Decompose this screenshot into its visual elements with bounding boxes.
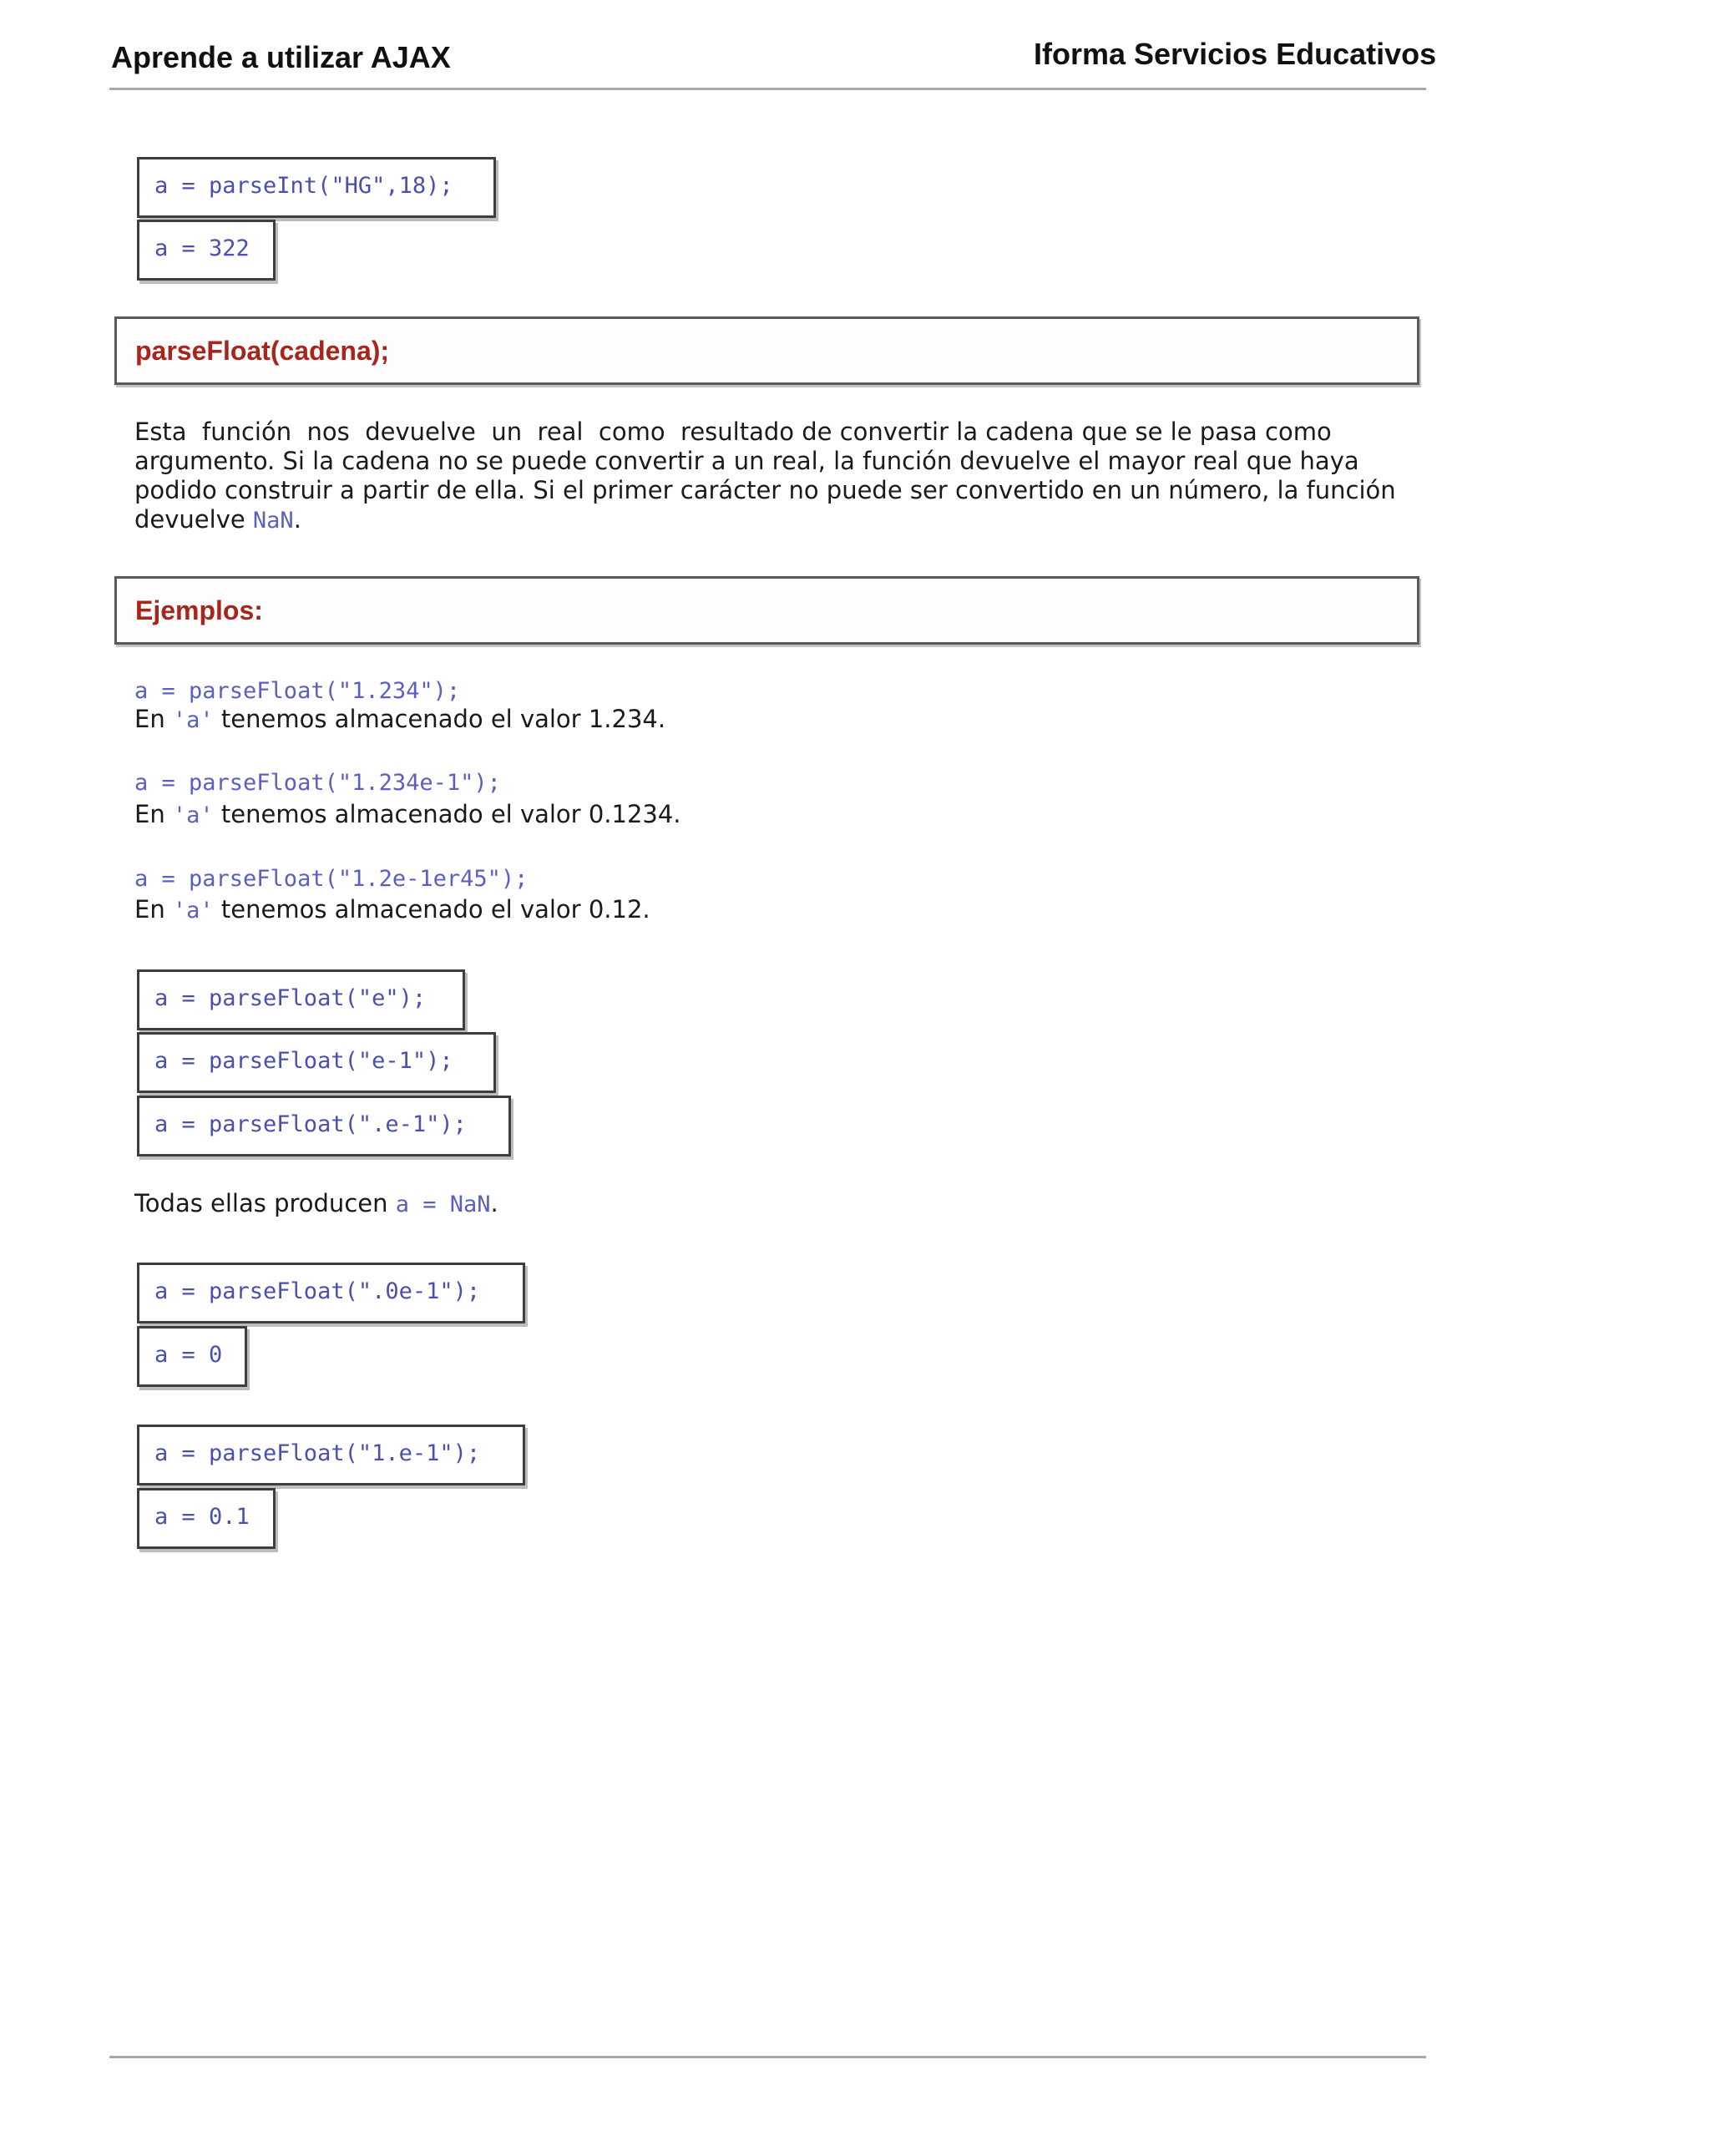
footer-divider: [109, 2056, 1426, 2058]
example-text-3: [134, 895, 650, 924]
example-text-prefix: En: [134, 895, 173, 924]
example-code-2: a = parseFloat("1.234e-1");: [134, 770, 501, 796]
header-divider: [109, 88, 1426, 90]
nan-summary-code: a = NaN: [395, 1192, 491, 1217]
example-text-prefix: En: [134, 800, 173, 828]
description-line: podido construir a partir de ella. Si el primer carácter no puede ser convertido en un número, la función: [134, 476, 1396, 504]
description-last-suffix: .: [293, 505, 301, 534]
example-var: 'a': [172, 707, 214, 733]
nan-code-box-1: a = parseFloat("e");: [137, 969, 465, 1030]
example-text-1: [134, 705, 665, 733]
nan-code: NaN: [252, 508, 294, 534]
result-box-parseint: a = 322: [137, 220, 276, 281]
description-last-prefix: devuelve: [134, 505, 253, 534]
result-box-pair1: a = 0: [137, 1326, 247, 1387]
example-text-suffix: tenemos almacenado el valor 0.12.: [213, 895, 650, 924]
nan-summary-suffix: .: [490, 1189, 498, 1217]
section-heading-examples: Ejemplos:: [114, 576, 1419, 645]
example-code-3: a = parseFloat("1.2e-1er45");: [134, 866, 529, 892]
description-line: argumento. Si la cadena no se puede convertir a un real, la función devuelve el mayor real que haya: [134, 447, 1359, 475]
nan-code-box-3: a = parseFloat(".e-1");: [137, 1096, 511, 1156]
nan-summary: [134, 1189, 498, 1217]
code-box-parseint: a = parseInt("HG",18);: [137, 157, 496, 218]
result-box-pair2: a = 0.1: [137, 1488, 276, 1549]
example-text-2: [134, 800, 681, 828]
nan-summary-prefix: Todas ellas producen: [134, 1189, 396, 1217]
example-var: 'a': [172, 898, 214, 924]
section-heading-parsefloat: parseFloat(cadena);: [114, 316, 1419, 385]
publisher-name: Iforma Servicios Educativos: [1034, 37, 1437, 71]
example-text-prefix: En: [134, 705, 173, 733]
code-box-pair1: a = parseFloat(".0e-1");: [137, 1263, 525, 1323]
description-line: [134, 505, 1412, 535]
description-line: Esta función nos devuelve un real como resultado de convertir la cadena que se le pasa como: [134, 418, 1332, 446]
example-text-suffix: tenemos almacenado el valor 0.1234.: [213, 800, 681, 828]
parsefloat-description: [134, 418, 1412, 535]
example-var: 'a': [172, 802, 214, 828]
example-code-1: a = parseFloat("1.234");: [134, 678, 461, 704]
nan-code-box-2: a = parseFloat("e-1");: [137, 1032, 496, 1093]
document-title: Aprende a utilizar AJAX: [111, 40, 451, 74]
code-box-pair2: a = parseFloat("1.e-1");: [137, 1425, 525, 1485]
example-text-suffix: tenemos almacenado el valor 1.234.: [213, 705, 666, 733]
